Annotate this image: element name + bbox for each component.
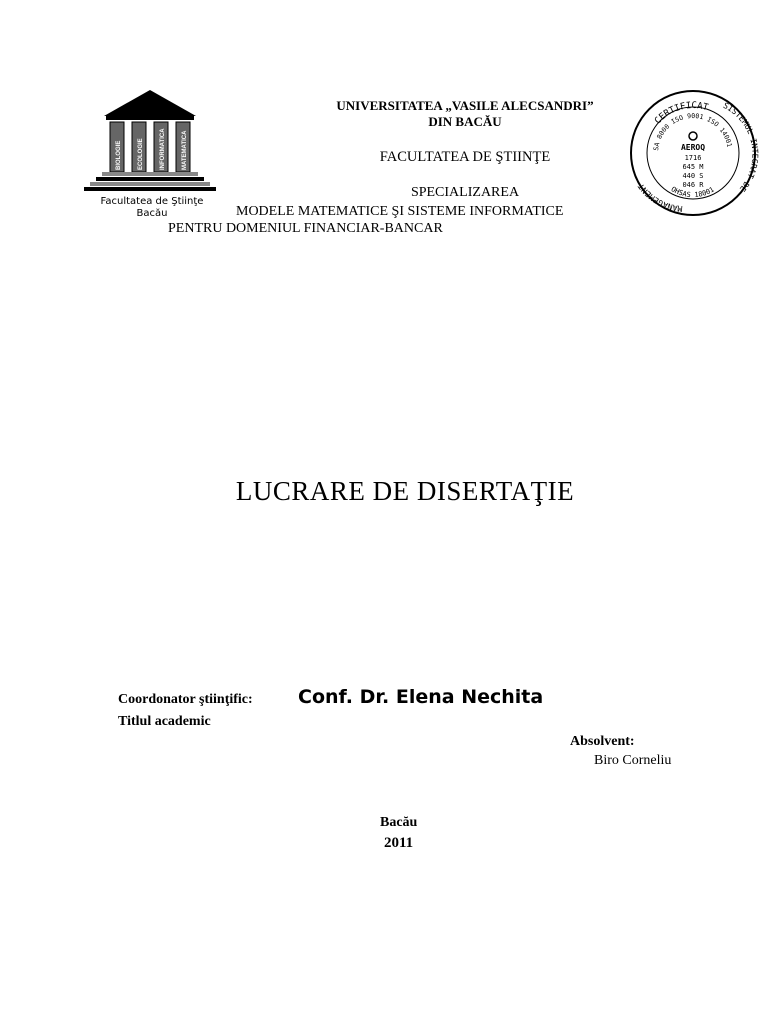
logo-caption-line2: Bacău (136, 208, 168, 219)
seal-right-text: SISTEMUL INTEGRAT DE (721, 100, 760, 194)
seal-number: 1716 (684, 154, 702, 162)
logo-step (90, 182, 210, 186)
seal-org: AEROQ (680, 143, 706, 152)
logo-column-label: INFORMATICA (160, 128, 166, 170)
program-line-2: PENTRU DOMENIUL FINANCIAR-BANCAR (168, 221, 443, 236)
academic-title-label: Titlul academic (118, 714, 211, 729)
university-name: UNIVERSITATEA „VASILE ALECSANDRI” (336, 98, 594, 113)
seal-number: 440 S (682, 172, 704, 180)
svg-text:MANAGEMENT (636, 182, 682, 214)
logo-step (96, 177, 204, 181)
logo-step (102, 172, 198, 176)
seal-iso-text: SA 8000 ISO 9001 ISO 14001 (652, 111, 734, 152)
logo-columns (110, 122, 190, 172)
logo-caption-line1: Facultatea de Ştiinţe (100, 196, 204, 207)
program-line-1: MODELE MATEMATICE ŞI SISTEME INFORMATICE (236, 204, 564, 219)
coordinator-name: Conf. Dr. Elena Nechita (298, 686, 544, 708)
certification-seal (626, 88, 760, 218)
graduate-label: Absolvent: (570, 734, 635, 749)
graduate-name: Biro Corneliu (594, 753, 672, 768)
logo-caption (90, 196, 214, 220)
year: 2011 (384, 835, 414, 851)
place: Bacău (380, 815, 418, 830)
logo-architrave (106, 116, 194, 120)
logo-roof (104, 90, 196, 116)
faculty-logo (84, 88, 216, 212)
logo-step (84, 187, 216, 191)
faculty-name: FACULTATEA DE ŞTIINŢE (379, 149, 551, 165)
seal-number: 046 R (682, 181, 704, 189)
logo-column-label: ECOLOGIE (138, 138, 144, 170)
seal-left-text: MANAGEMENT (636, 181, 683, 214)
seal-bottom-text: OHSAS 18001 (669, 185, 716, 200)
university-city: DIN BACĂU (428, 114, 502, 129)
coordinator-label: Coordonator ştiinţific: (118, 692, 253, 707)
logo-column-label: BIOLOGIE (116, 140, 122, 170)
seal-number: 645 M (682, 163, 704, 171)
logo-column-label: MATEMATICA (182, 130, 188, 170)
seal-top-text: CERTIFICAT (653, 100, 710, 127)
document-title: LUCRARE DE DISERTAŢIE (235, 476, 575, 506)
specialization-label: SPECIALIZAREA (410, 185, 520, 200)
seal-emblem-icon (689, 132, 697, 140)
